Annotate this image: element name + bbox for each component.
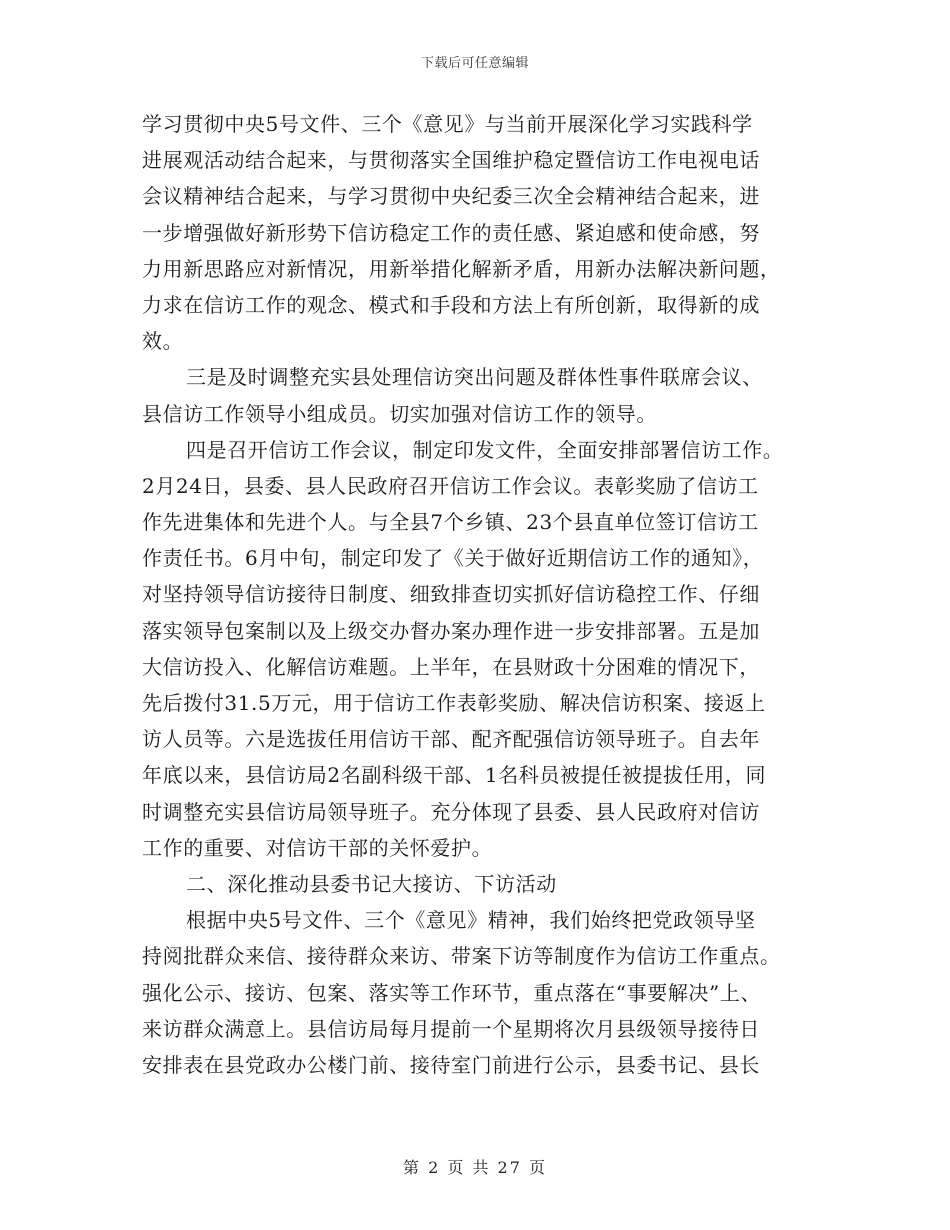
text-line: 年底以来，县信访局2名副科级干部、1名科员被提任被提拔任用，同 [142, 763, 767, 788]
paragraph-start-line: 三是及时调整充实县处理信访突出问题及群体性事件联席会议、 [186, 365, 763, 390]
section-heading: 二、深化推动县委书记大接访、下访活动 [186, 871, 557, 896]
text-line: 时调整充实县信访局领导班子。充分体现了县委、县人民政府对信访 [142, 799, 760, 824]
text-line: 效。 [142, 329, 184, 354]
text-line: 县信访工作领导小组成员。切实加强对信访工作的领导。 [142, 401, 657, 426]
text-line: 持阅批群众来信、接待群众来访、带案下访等制度作为信访工作重点。 [142, 944, 781, 969]
text-line: 力求在信访工作的观念、模式和手段和方法上有所创新，取得新的成 [142, 292, 760, 317]
text-line: 作责任书。6月中旬，制定印发了《关于做好近期信访工作的通知》， [142, 546, 764, 571]
text-line: 强化公示、接访、包案、落实等工作环节，重点落在“事要解决”上、 [142, 980, 762, 1005]
page-number-footer: 第 2 页 共 27 页 [403, 1158, 547, 1177]
text-line: 落实领导包案制以及上级交办督办案办理作进一步安排部署。五是加 [142, 618, 760, 643]
text-line: 力用新思路应对新情况，用新举措化解新矛盾，用新办法解决新问题， [142, 256, 781, 281]
text-line: 大信访投入、化解信访难题。上半年，在县财政十分困难的情况下， [142, 654, 760, 679]
text-line: 一步增强做好新形势下信访稳定工作的责任感、紧迫感和使命感，努 [142, 220, 760, 245]
text-line: 访人员等。六是选拔任用信访干部、配齐配强信访领导班子。自去年 [142, 727, 760, 752]
text-line: 学习贯彻中央5号文件、三个《意见》与当前开展深化学习实践科学 [142, 112, 753, 136]
text-line: 来访群众满意上。县信访局每月提前一个星期将次月县级领导接待日 [142, 1016, 760, 1041]
text-line: 工作的重要、对信访干部的关怀爱护。 [142, 835, 493, 860]
text-line: 安排表在县党政办公楼门前、接待室门前进行公示，县委书记、县长 [142, 1052, 760, 1077]
text-line: 进展观活动结合起来，与贯彻落实全国维护稳定暨信访工作电视电话 [142, 148, 760, 173]
text-line: 对坚持领导信访接待日制度、细致排查切实抓好信访稳控工作、仔细 [142, 582, 760, 607]
text-line: 2月24日，县委、县人民政府召开信访工作会议。表彰奖励了信访工 [142, 473, 759, 498]
paragraph-start-line: 根据中央5号文件、三个《意见》精神，我们始终把党政领导坚 [186, 908, 756, 933]
header-note: 下载后可任意编辑 [420, 56, 529, 71]
body-text [142, 106, 806, 1083]
text-line: 作先进集体和先进个人。与全县7个乡镇、23个县直单位签订信访工 [142, 510, 759, 535]
text-line: 会议精神结合起来，与学习贯彻中央纪委三次全会精神结合起来，进 [142, 184, 760, 209]
paragraph-start-line: 四是召开信访工作会议，制定印发文件，全面安排部署信访工作。 [186, 437, 784, 462]
text-line: 先后拨付31.5万元，用于信访工作表彰奖励、解决信访积案、接返上 [142, 691, 766, 715]
